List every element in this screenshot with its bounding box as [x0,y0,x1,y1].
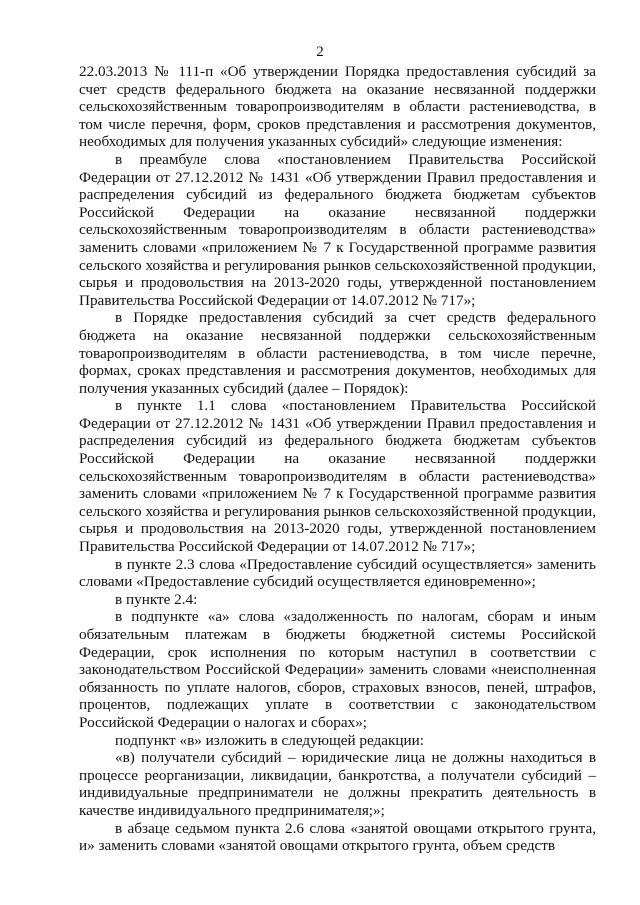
document-body [79,63,596,855]
page-number: 2 [316,44,324,60]
paragraph-subclause-v-intro: подпункт «в» изложить в следующей редакции: [115,731,424,749]
paragraph-subclause-v-text: «в) получатели субсидий – юридические лица не должны находиться в процессе реорганизации, ликвидации, банкротства, а получатели субсидий – индивидуальные предприниматели не должны прекратить деятельность в качестве индивидуального предпринимателя;»; [79,749,596,819]
paragraph-preamble: в преамбуле слова «постановлением Правительства Российской Федерации от 27.12.2012 № 1431 «Об утверждении Правил предоставления и распределения субсидий из федерального бюджета бюджетам субъектов Российской Федерации на оказание несвязанной поддержки сельскохозяйственным товаропроизводителям в области растениеводства» заменить словами «приложением № 7 к Государственной программе развития сельского хозяйства и регулирования рынков сельскохозяйственной продукции, сырья и продовольствия на 2013-2020 годы, утвержденной постановлением Правительства Российской Федерации от 14.07.2012 № 717»; [79,150,596,309]
paragraph-procedure: в Порядке предоставления субсидий за счет средств федерального бюджета на оказание несвязанной поддержки сельскохозяйственным товаропроизводителям в области растениеводства, в том числе перечне, формах, сроках представления и рассмотрения документов, необходимых для получения указанных субсидий (далее – Порядок): [79,309,596,397]
paragraph-clause-2-3: в пункте 2.3 слова «Предоставление субсидий осуществляется» заменить словами «Предоставление субсидий осуществляется единовременно»; [79,555,596,591]
paragraph-clause-1-1: в пункте 1.1 слова «постановлением Правительства Российской Федерации от 27.12.2012 № 1431 «Об утверждении Правил предоставления и распределения субсидий из федерального бюджета бюджетам субъектов Российской Федерации на оказание несвязанной поддержки сельскохозяйственным товаропроизводителям в области растениеводства» заменить словами «приложением № 7 к Государственной программе развития сельского хозяйства и регулирования рынков сельскохозяйственной продукции, сырья и продовольствия на 2013-2020 годы, утвержденной постановлением Правительства Российской Федерации от 14.07.2012 № 717»; [79,397,596,556]
paragraph-clause-2-6: в абзаце седьмом пункта 2.6 слова «занятой овощами открытого грунта, и» заменить словами «занятой овощами открытого грунта, объем средств [79,819,596,855]
paragraph-clause-2-4: в пункте 2.4: [115,590,198,608]
paragraph-intro: 22.03.2013 № 111-п «Об утверждении Порядка предоставления субсидий за счет средств федерального бюджета на оказание несвязанной поддержки сельскохозяйственным товаропроизводителям в области растениеводства, в том числе перечня, форм, сроков представления и рассмотрения документов, необходимых для получения указанных субсидий» следующие изменения: [79,63,596,151]
paragraph-subclause-a: в подпункте «а» слова «задолженность по налогам, сборам и иным обязательным платежам в бюджеты бюджетной системы Российской Федерации, срок исполнения по которым наступил в соответствии с законодательством Российской Федерации» заменить словами «неисполненная обязанность по уплате налогов, сборов, страховых взносов, пеней, штрафов, процентов, подлежащих уплате в соответствии с законодательством Российской Федерации о налогах и сборах»; [79,608,596,731]
